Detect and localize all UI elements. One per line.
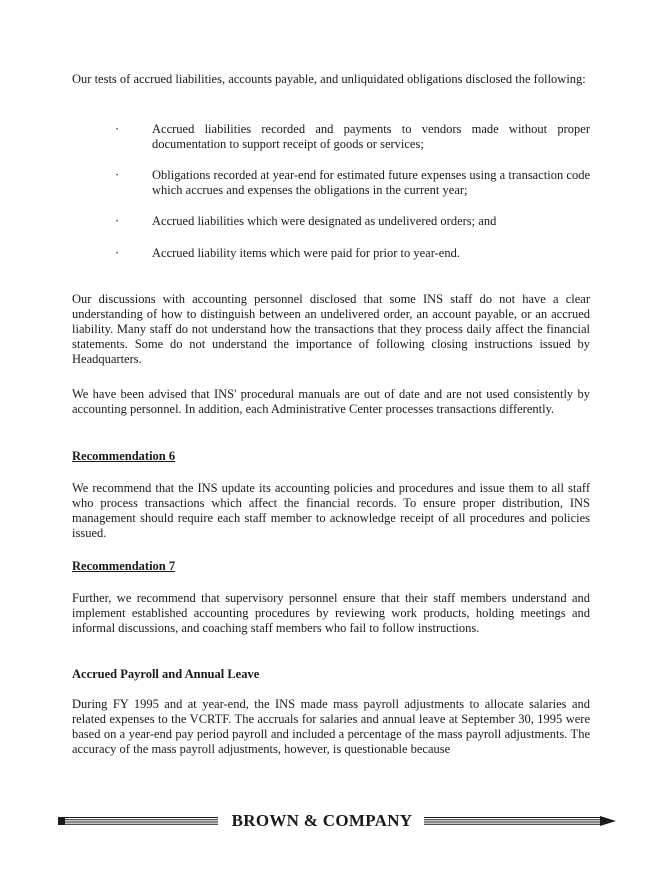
section-heading: Accrued Payroll and Annual Leave xyxy=(72,667,260,681)
bullet-item-2: Obligations recorded at year-end for estimated future expenses using a transaction code which accrues and expenses the obligations in the current year; xyxy=(152,168,590,197)
bullet-item-4: Accrued liability items which were paid for prior to year-end. xyxy=(152,246,460,260)
bullet-item-3: Accrued liabilities which were designated as undelivered orders; and xyxy=(152,214,497,228)
bullet-marker-4: · xyxy=(115,246,120,260)
bullet-marker-2: · xyxy=(115,168,120,182)
recommendation-7-text: Further, we recommend that supervisory personnel ensure that their staff members understand and implement established accounting procedures by reviewing work products, holding meetings and informal discussions, and coaching staff members who fail to follow instructions. xyxy=(72,591,590,635)
recommendation-6-text: We recommend that the INS update its accounting policies and procedures and issue them to all staff who process transactions which affect the financial records. To ensure proper distribution, INS management should require each staff member to acknowledge receipt of all procedures and policies issued. xyxy=(72,481,590,540)
discussions-paragraph: Our discussions with accounting personnel disclosed that some INS staff do not have a clear understanding of how to distinguish between an undelivered order, an account payable, or an accrued liability. Many staff do not understand how the transactions that they process daily affect the financial statements. Some do not understand the importance of following closing instructions issued by Headquarters. xyxy=(72,292,590,366)
manuals-paragraph: We have been advised that INS' procedural manuals are out of date and are not used consistently by accounting personnel. In addition, each Administrative Center processes transactions differently. xyxy=(72,387,590,416)
bullet-marker-1: · xyxy=(115,122,120,136)
payroll-paragraph: During FY 1995 and at year-end, the INS made mass payroll adjustments to allocate salaries and related expenses to the VCRTF. The accruals for salaries and annual leave at September 30, 1995 were based on a year-end pay period payroll and included a percentage of the mass payroll adjustments. The accuracy of the mass payroll adjustments, however, is questionable because xyxy=(72,697,590,756)
bullet-item-1: Accrued liabilities recorded and payments to vendors made without proper documentation to support receipt of goods or services; xyxy=(152,122,590,151)
recommendation-6-title: Recommendation 6 xyxy=(72,449,176,463)
footer-right-arrow-icon xyxy=(424,815,616,827)
recommendation-7-title: Recommendation 7 xyxy=(72,559,176,573)
footer-banner xyxy=(58,808,616,836)
bullet-marker-3: · xyxy=(115,214,120,228)
footer-left-rule-icon xyxy=(58,815,218,827)
intro-paragraph: Our tests of accrued liabilities, accounts payable, and unliquidated obligations disclosed the following: xyxy=(72,72,586,86)
footer-company-name: BROWN & COMPANY xyxy=(231,811,413,830)
